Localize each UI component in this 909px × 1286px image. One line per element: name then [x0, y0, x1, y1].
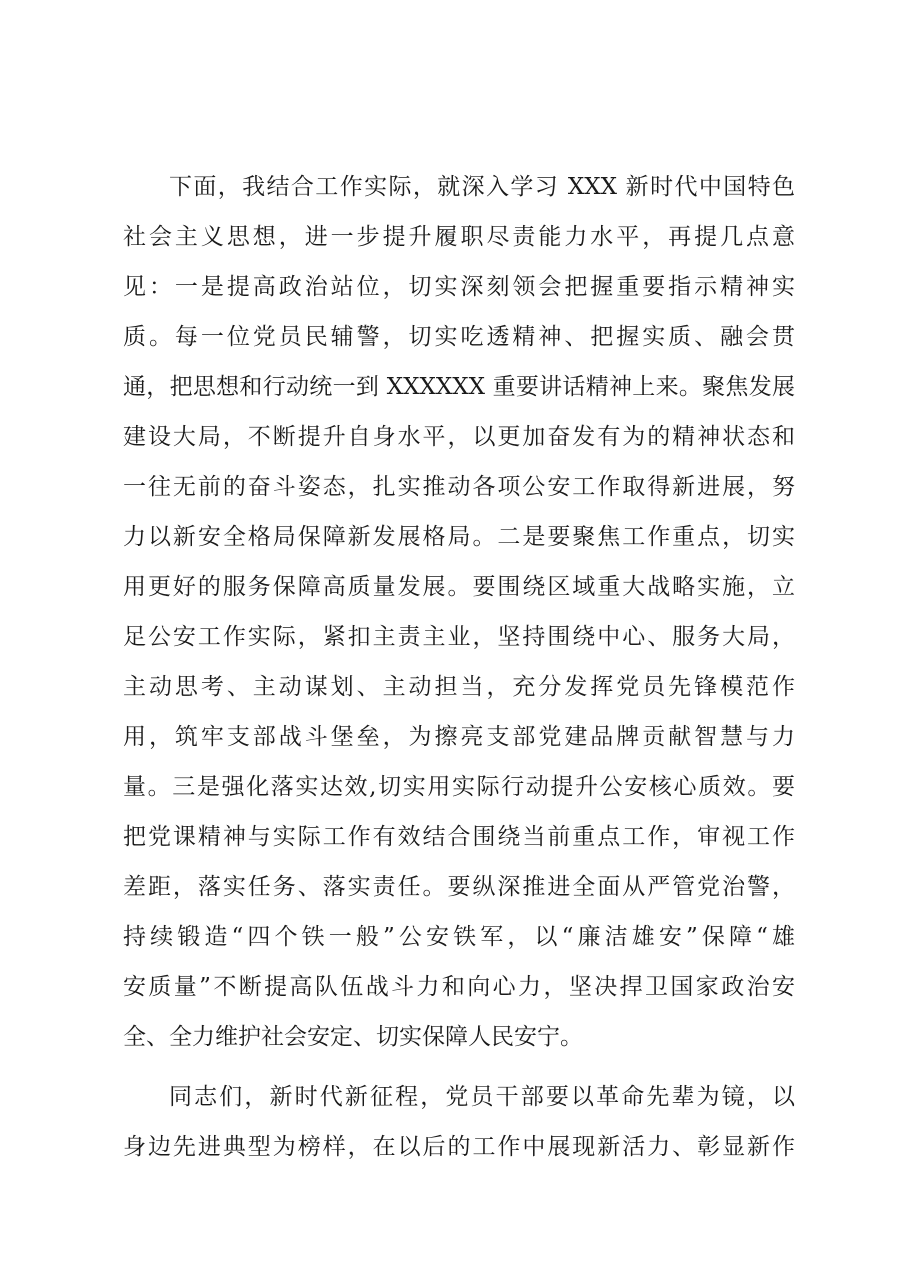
text-line: 力以新安全格局保障新发展格局。二是要聚焦工作重点，切实 [123, 524, 795, 550]
text-line: 建设大局，不断提升自身水平，以更加奋发有为的精神状态和 [123, 424, 795, 450]
text-line: 把党课精神与实际工作有效结合围绕当前重点工作，审视工作 [123, 824, 795, 850]
text-line: 见：一是提高政治站位，切实深刻领会把握重要指示精神实 [123, 274, 795, 300]
text-line: 一往无前的奋斗姿态，扎实推动各项公安工作取得新进展，努 [123, 474, 795, 500]
text-line: 用，筑牢支部战斗堡垒，为擦亮支部党建品牌贡献智慧与力 [123, 724, 795, 750]
paragraph-gap [123, 1062, 795, 1072]
text-line: 足公安工作实际，紧扣主责主业，坚持围绕中心、服务大局， [123, 624, 795, 650]
text-line: 安质量”不断提高队伍战斗力和向心力，坚决捍卫国家政治安 [123, 974, 795, 1000]
paragraph-2 [123, 1072, 795, 1172]
text-line: 身边先进典型为榜样，在以后的工作中展现新活力、彰显新作 [123, 1134, 795, 1160]
paragraph-1 [123, 162, 795, 1062]
text-line: 用更好的服务保障高质量发展。要围绕区域重大战略实施，立 [123, 574, 795, 600]
text-line: 全、全力维护社会安定、切实保障人民安宁。 [123, 1024, 583, 1050]
text-line: 量。三是强化落实达效,切实用实际行动提升公安核心质效。要 [123, 774, 795, 800]
text-line: 通，把思想和行动统一到 XXXXXX 重要讲话精神上来。聚焦发展 [123, 374, 795, 400]
text-line: 社会主义思想，进一步提升履职尽责能力水平，再提几点意 [123, 224, 795, 250]
text-line: 下面，我结合工作实际，就深入学习 XXX 新时代中国特色 [169, 174, 795, 200]
text-line: 持续锻造“四个铁一般”公安铁军，以“廉洁雄安”保障“雄 [123, 924, 795, 950]
text-line: 同志们，新时代新征程，党员干部要以革命先辈为镜，以 [169, 1084, 795, 1110]
text-line: 质。每一位党员民辅警，切实吃透精神、把握实质、融会贯 [123, 324, 795, 350]
text-line: 差距，落实任务、落实责任。要纵深推进全面从严管党治警， [123, 874, 795, 900]
document-page [123, 162, 795, 1172]
text-line: 主动思考、主动谋划、主动担当，充分发挥党员先锋模范作 [123, 674, 795, 700]
